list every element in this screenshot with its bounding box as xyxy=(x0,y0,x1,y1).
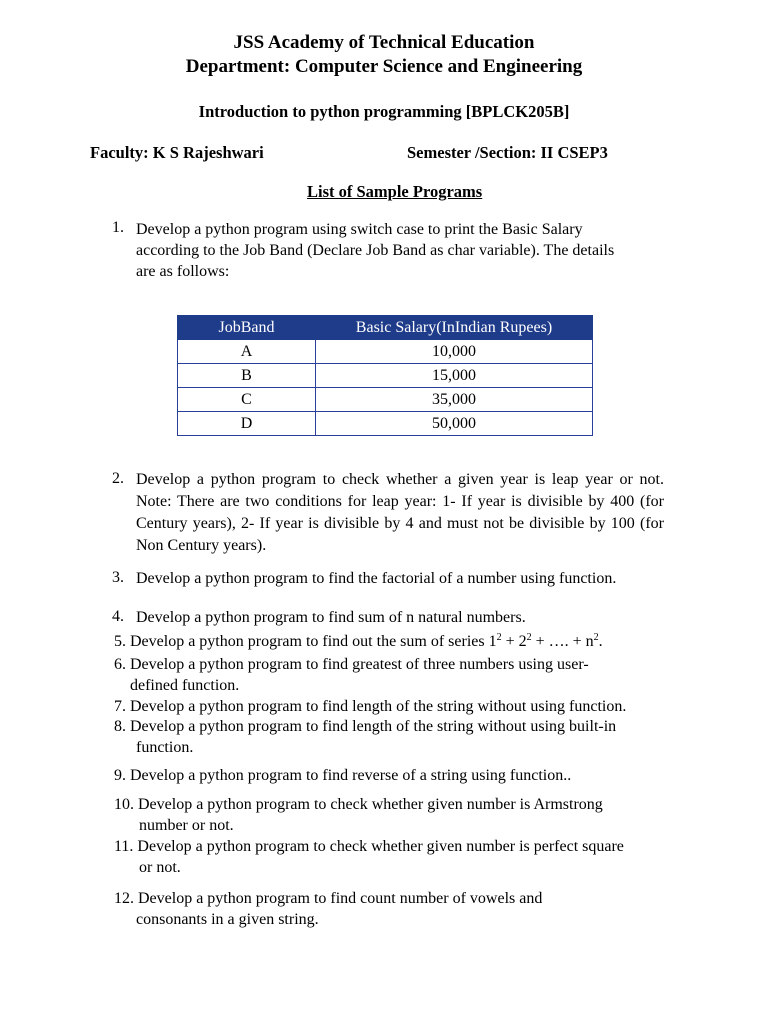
program-3-text: Develop a python program to find the factorial of a number using function. xyxy=(136,570,617,587)
program-6-line-1: 6. Develop a python program to find greatest of three numbers using user- xyxy=(114,656,589,673)
program-3-number: 3. xyxy=(112,569,124,586)
institution-title: JSS Academy of Technical Education xyxy=(233,32,535,53)
table-cell-jobband: D xyxy=(178,412,316,436)
list-title: List of Sample Programs xyxy=(307,182,483,201)
program-5-part-d: . xyxy=(598,633,603,650)
program-5-part-c: + …. + n xyxy=(531,633,594,650)
table-cell-jobband: C xyxy=(178,388,316,412)
table-cell-salary: 10,000 xyxy=(316,340,593,364)
program-9-text: 9. Develop a python program to find reverse of a string using function.. xyxy=(114,767,572,784)
program-2-number: 2. xyxy=(112,470,124,487)
faculty-label: Faculty: K S Rajeshwari xyxy=(90,143,264,162)
table-header-basic-salary: Basic Salary(InIndian Rupees) xyxy=(316,316,593,340)
program-7-text: 7. Develop a python program to find length of the string without using function. xyxy=(114,698,627,715)
table-cell-salary: 35,000 xyxy=(316,388,593,412)
table-header-row xyxy=(178,316,593,340)
program-1-line-2: according to the Job Band (Declare Job Band as char variable). The details xyxy=(136,242,615,259)
program-2-text: Develop a python program to check whether a given year is leap year or not. Note: There are two conditions for leap year: 1- If year is divisible by 400 (for Century years), 2- If year is divisible by 4 and must not be divisible by 100 (for Non Century years). xyxy=(136,471,664,554)
program-4-text: Develop a python program to find sum of n natural numbers. xyxy=(136,609,526,626)
program-1-number: 1. xyxy=(112,219,124,236)
program-5-sup-3: 2 xyxy=(593,632,599,643)
program-5-text xyxy=(114,631,603,653)
table-row xyxy=(178,412,593,436)
program-1-line-3: are as follows: xyxy=(136,263,230,280)
salary-table xyxy=(177,315,593,436)
program-12-line-2: consonants in a given string. xyxy=(136,911,319,928)
program-12-line-1: 12. Develop a python program to find count number of vowels and xyxy=(114,890,543,907)
program-5-sup-2: 2 xyxy=(526,632,532,643)
department-title: Department: Computer Science and Engineering xyxy=(185,56,583,77)
program-5-part-a: 5. Develop a python program to find out the sum of series 1 xyxy=(114,633,497,650)
course-title: Introduction to python programming [BPLCK205B] xyxy=(198,102,570,121)
program-1-line-1: Develop a python program using switch case to print the Basic Salary xyxy=(136,221,583,238)
semester-label: Semester /Section: II CSEP3 xyxy=(407,143,608,162)
program-5-part-b: + 2 xyxy=(501,633,527,650)
table-cell-jobband: B xyxy=(178,364,316,388)
program-4-number: 4. xyxy=(112,608,124,625)
table-header-jobband: JobBand xyxy=(178,316,316,340)
table-row xyxy=(178,388,593,412)
program-6-line-2: defined function. xyxy=(130,677,240,694)
program-8-line-2: function. xyxy=(136,739,194,756)
table-cell-jobband: A xyxy=(178,340,316,364)
table-row xyxy=(178,340,593,364)
table-cell-salary: 50,000 xyxy=(316,412,593,436)
program-8-line-1: 8. Develop a python program to find length of the string without using built-in xyxy=(114,718,617,735)
program-11-line-1: 11. Develop a python program to check whether given number is perfect square xyxy=(114,838,624,855)
program-10-line-1: 10. Develop a python program to check whether given number is Armstrong xyxy=(114,796,603,813)
program-5-sup-1: 2 xyxy=(496,632,502,643)
table-row xyxy=(178,364,593,388)
program-10-line-2: number or not. xyxy=(139,817,234,834)
table-cell-salary: 15,000 xyxy=(316,364,593,388)
program-11-line-2: or not. xyxy=(139,859,181,876)
